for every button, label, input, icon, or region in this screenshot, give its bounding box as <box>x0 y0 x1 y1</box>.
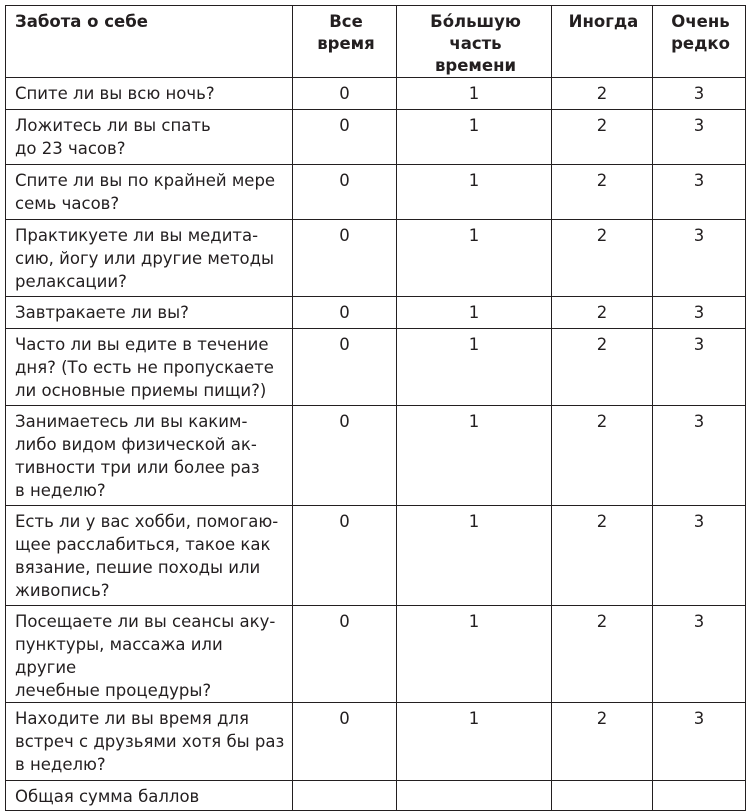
total-score-cell <box>552 781 653 811</box>
score-cell: 1 <box>397 165 552 220</box>
question-cell: Спите ли вы по крайней мере семь часов? <box>6 165 293 220</box>
score-cell: 3 <box>653 506 746 606</box>
header-self-care: Забота о себе <box>6 6 293 78</box>
question-cell: Часто ли вы едите в течение дня? (То есть не пропускаете ли основные приемы пищи?) <box>6 329 293 406</box>
table-row <box>6 165 746 220</box>
table-row <box>6 329 746 406</box>
score-cell: 1 <box>397 606 552 703</box>
self-care-table <box>5 5 746 811</box>
question-cell: Ложитесь ли вы спать до 23 часов? <box>6 110 293 165</box>
score-cell: 1 <box>397 297 552 329</box>
score-cell: 0 <box>293 110 397 165</box>
table-row <box>6 703 746 781</box>
table-row <box>6 297 746 329</box>
score-cell: 3 <box>653 606 746 703</box>
total-score-cell <box>293 781 397 811</box>
score-cell: 2 <box>552 703 653 781</box>
score-cell: 2 <box>552 506 653 606</box>
total-score-cell <box>653 781 746 811</box>
score-cell: 3 <box>653 406 746 506</box>
score-cell: 1 <box>397 110 552 165</box>
question-cell: Посещаете ли вы сеансы аку- пунктуры, массажа или другие лечебные процедуры? <box>6 606 293 703</box>
score-cell: 2 <box>552 220 653 297</box>
total-score-cell <box>397 781 552 811</box>
score-cell: 3 <box>653 703 746 781</box>
score-cell: 0 <box>293 406 397 506</box>
score-cell: 0 <box>293 606 397 703</box>
table-row <box>6 110 746 165</box>
score-cell: 3 <box>653 329 746 406</box>
score-cell: 2 <box>552 110 653 165</box>
total-label: Общая сумма баллов <box>6 781 293 811</box>
table-row <box>6 220 746 297</box>
header-very-rarely: Очень редко <box>653 6 746 78</box>
score-cell: 0 <box>293 329 397 406</box>
score-cell: 2 <box>552 606 653 703</box>
header-all-the-time: Все время <box>293 6 397 78</box>
score-cell: 3 <box>653 220 746 297</box>
total-row <box>6 781 746 811</box>
score-cell: 0 <box>293 165 397 220</box>
question-cell: Занимаетесь ли вы каким- либо видом физической ак- тивности три или более раз в неделю? <box>6 406 293 506</box>
score-cell: 1 <box>397 329 552 406</box>
score-cell: 1 <box>397 506 552 606</box>
table-row <box>6 406 746 506</box>
score-cell: 3 <box>653 297 746 329</box>
score-cell: 0 <box>293 220 397 297</box>
score-cell: 1 <box>397 78 552 110</box>
score-cell: 0 <box>293 506 397 606</box>
table-row <box>6 506 746 606</box>
question-cell: Спите ли вы всю ночь? <box>6 78 293 110</box>
score-cell: 1 <box>397 703 552 781</box>
table-row <box>6 78 746 110</box>
header-most-of-the-time: Бóльшую часть времени <box>397 6 552 78</box>
header-sometimes: Иногда <box>552 6 653 78</box>
score-cell: 0 <box>293 78 397 110</box>
score-cell: 0 <box>293 703 397 781</box>
score-cell: 1 <box>397 406 552 506</box>
score-cell: 2 <box>552 78 653 110</box>
score-cell: 2 <box>552 297 653 329</box>
score-cell: 3 <box>653 165 746 220</box>
score-cell: 3 <box>653 78 746 110</box>
score-cell: 0 <box>293 297 397 329</box>
score-cell: 2 <box>552 406 653 506</box>
question-cell: Находите ли вы время для встреч с друзьями хотя бы раз в неделю? <box>6 703 293 781</box>
score-cell: 2 <box>552 329 653 406</box>
question-cell: Практикуете ли вы медита- cию, йогу или другие методы релаксации? <box>6 220 293 297</box>
score-cell: 1 <box>397 220 552 297</box>
score-cell: 3 <box>653 110 746 165</box>
question-cell: Есть ли у вас хобби, помогаю- щее расслабиться, такое как вязание, пешие походы или живопись? <box>6 506 293 606</box>
table-row <box>6 606 746 703</box>
question-cell: Завтракаете ли вы? <box>6 297 293 329</box>
score-cell: 2 <box>552 165 653 220</box>
header-row <box>6 6 746 78</box>
